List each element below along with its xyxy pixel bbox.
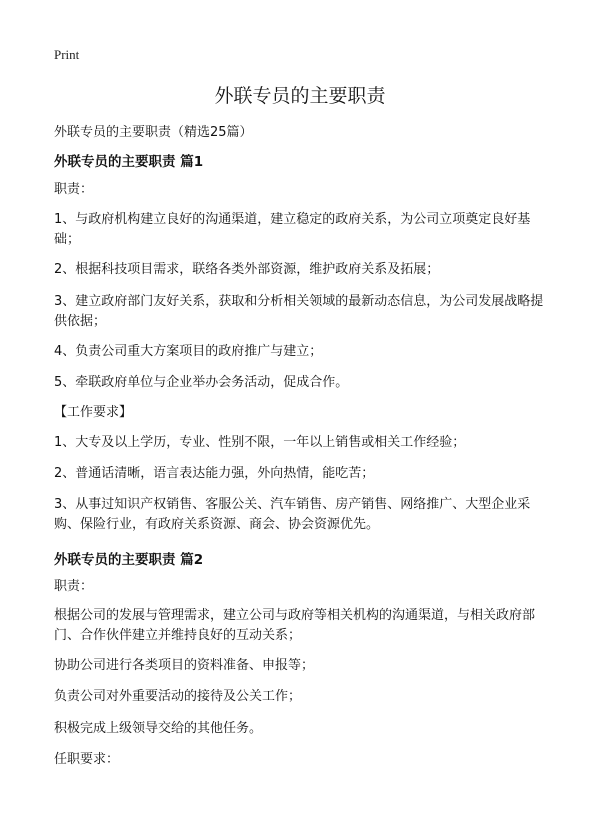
paragraph: 5、牵联政府单位与企业举办会务活动，促成合作。 [54, 375, 349, 390]
paragraph: 2、根据科技项目需求，联络各类外部资源，维护政府关系及拓展； [54, 262, 440, 277]
paragraph: 职责： [54, 182, 94, 197]
paragraph: 2、普通话清晰，语言表达能力强，外向热情，能吃苦； [54, 466, 375, 481]
paragraph: 根据公司的发展与管理需求，建立公司与政府等相关机构的沟通渠道，与相关政府部门、合作伙伴建立并维持良好的互动关系； [54, 608, 536, 643]
print-label: Print [54, 47, 80, 62]
section-heading-1: 外联专员的主要职责 篇1 [54, 154, 204, 170]
paragraph: 3、从事过知识产权销售、客服公关、汽车销售、房产销售、网络推广、大型企业采购、保险行业，有政府关系资源、商会、协会资源优先。 [54, 497, 531, 532]
paragraph: 1、与政府机构建立良好的沟通渠道，建立稳定的政府关系，为公司立项奠定良好基础； [54, 212, 531, 247]
paragraph: 1、大专及以上学历，专业、性别不限，一年以上销售或相关工作经验； [54, 435, 466, 450]
requirements-heading: 【工作要求】 [54, 405, 133, 420]
paragraph: 协助公司进行各类项目的资料准备、申报等； [54, 658, 315, 673]
paragraph: 3、建立政府部门友好关系，获取和分析相关领域的最新动态信息，为公司发展战略提供依据； [54, 294, 544, 329]
paragraph: 任职要求： [54, 752, 120, 767]
page-subtitle: 外联专员的主要职责（精选25篇） [54, 125, 253, 140]
paragraph: 负责公司对外重要活动的接待及公关工作； [54, 689, 302, 704]
page-title: 外联专员的主要职责 [214, 85, 386, 107]
section-heading-2: 外联专员的主要职责 篇2 [54, 552, 204, 568]
paragraph: 积极完成上级领导交给的其他任务。 [54, 721, 263, 736]
paragraph: 职责： [54, 579, 94, 594]
paragraph: 4、负责公司重大方案项目的政府推广与建立； [54, 344, 323, 359]
